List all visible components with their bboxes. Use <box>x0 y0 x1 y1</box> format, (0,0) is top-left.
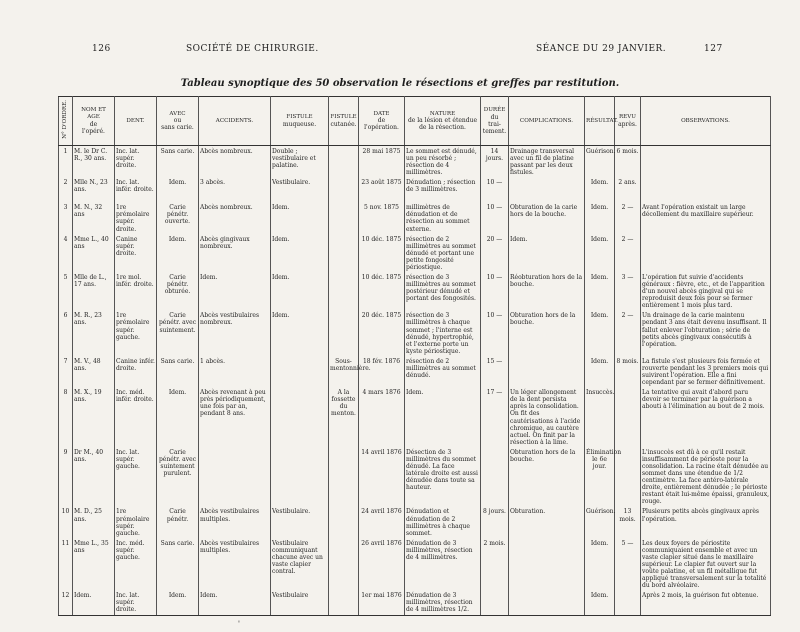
cell-fistule-cutanee <box>329 506 359 537</box>
cell-ordre: 5 <box>59 272 73 310</box>
table-body <box>59 146 771 616</box>
cell-observations: Avant l'opération existait un large décollement du maxillaire supérieur. <box>641 202 771 233</box>
cell-fistule-cutanee: Sous-mentonnière. <box>329 356 359 387</box>
cell-date: 4 mars 1876 <box>359 387 405 447</box>
cell-accidents: Abcès vestibulaires multiples. <box>199 538 271 591</box>
header-resultat: RÉSULTAT. <box>585 97 615 146</box>
cell-fistule-muqueuse <box>271 447 329 507</box>
cell-carie: Sans carie. <box>157 538 199 591</box>
cell-carie: Carie pénétr. obturée. <box>157 272 199 310</box>
session-date: SÉANCE DU 29 JANVIER. <box>536 44 667 54</box>
header-carie: AVEC ou sans carie. <box>157 97 199 146</box>
cell-nature: Idem. <box>405 387 481 447</box>
cell-fistule-cutanee <box>329 310 359 355</box>
cell-fistule-cutanee: A la fossette du menton. <box>329 387 359 447</box>
page-number-left: 126 <box>92 44 111 54</box>
cell-fistule-muqueuse: Idem. <box>271 234 329 272</box>
cell-date: 1er mai 1876 <box>359 590 405 616</box>
table-row <box>59 310 771 355</box>
cell-dent: Inc. lat. supér. gauche. <box>115 447 157 507</box>
table-row <box>59 538 771 591</box>
cell-resultat: Guérison. <box>585 506 615 537</box>
cell-accidents: Abcès vestibulaires nombreux. <box>199 310 271 355</box>
cell-fistule-cutanee <box>329 202 359 233</box>
cell-ordre: 7 <box>59 356 73 387</box>
cell-observations <box>641 146 771 178</box>
table-row <box>59 234 771 272</box>
cell-observations: Les deux foyers de périostite communiquaient ensemble et avec un vaste clapier situé dans le maxillaire supérieur. Le clapier fut ouvert sur la voûte palatine, et un fil métallique fut appliqué transversalement sur la totalité du bord alvéolaire. <box>641 538 771 591</box>
cell-nature: Désection de 3 millimètres du sommet dénudé. La face latérale droite est aussi dénudée dans toute sa hauteur. <box>405 447 481 507</box>
cell-nom: Mme L., 40 ans <box>73 234 115 272</box>
cell-fistule-cutanee <box>329 272 359 310</box>
cell-dent: Inc. lat. supér. droite. <box>115 146 157 178</box>
cell-date: 10 déc. 1875 <box>359 234 405 272</box>
header-revu: REVU après. <box>615 97 641 146</box>
cell-nature: Dénudation et dénudation de 2 millimètres à chaque sommet. <box>405 506 481 537</box>
table-row <box>59 387 771 447</box>
cell-nom: M. V., 48 ans. <box>73 356 115 387</box>
cell-duree: 10 — <box>481 310 509 355</box>
cell-date: 5 nov. 1875 <box>359 202 405 233</box>
cell-revu: 2 — <box>615 310 641 355</box>
cell-fistule-cutanee <box>329 538 359 591</box>
cell-nom: Mlle de L., 17 ans. <box>73 272 115 310</box>
cell-carie: Carie pénétr. ouverte. <box>157 202 199 233</box>
cell-complications: Obturation hors de la bouche. <box>509 310 585 355</box>
cell-complications: Réobturation hors de la bouche. <box>509 272 585 310</box>
cell-ordre: 12 <box>59 590 73 616</box>
cell-ordre: 8 <box>59 387 73 447</box>
cell-fistule-muqueuse <box>271 387 329 447</box>
cell-duree: 20 — <box>481 234 509 272</box>
cell-date: 14 avril 1876 <box>359 447 405 507</box>
cell-complications <box>509 590 585 616</box>
cell-observations: Plusieurs petits abcès gingivaux après l'opération. <box>641 506 771 537</box>
cell-complications <box>509 538 585 591</box>
cell-ordre: 10 <box>59 506 73 537</box>
cell-accidents <box>199 447 271 507</box>
cell-dent: 1re mol. infér. droite. <box>115 272 157 310</box>
cell-carie: Carie pénétr. <box>157 506 199 537</box>
cell-nom: M. D., 25 ans. <box>73 506 115 537</box>
cell-ordre: 3 <box>59 202 73 233</box>
cell-revu: 2 — <box>615 202 641 233</box>
table-row <box>59 356 771 387</box>
cell-date: 23 août 1875 <box>359 177 405 202</box>
cell-resultat: Guérison. <box>585 146 615 178</box>
table-row <box>59 590 771 616</box>
cell-accidents: 1 abcès. <box>199 356 271 387</box>
cell-fistule-muqueuse: Idem. <box>271 272 329 310</box>
cell-resultat: Idem. <box>585 234 615 272</box>
cell-resultat: Idem. <box>585 202 615 233</box>
cell-fistule-muqueuse: Double ; vestibulaire et palatine. <box>271 146 329 178</box>
cell-duree: 8 jours. <box>481 506 509 537</box>
header-observations: OBSERVATIONS. <box>641 97 771 146</box>
cell-resultat: Idem. <box>585 177 615 202</box>
table-row <box>59 447 771 507</box>
cell-resultat: Insuccès. <box>585 387 615 447</box>
cell-carie: Idem. <box>157 387 199 447</box>
cell-dent: Canine supér. droite. <box>115 234 157 272</box>
cell-resultat: Idem. <box>585 310 615 355</box>
header-dent: DENT. <box>115 97 157 146</box>
cell-fistule-cutanee <box>329 177 359 202</box>
cell-fistule-cutanee <box>329 146 359 178</box>
cell-nature: Dénudation ; résection de 3 millimètres. <box>405 177 481 202</box>
cell-revu: 13 mois. <box>615 506 641 537</box>
cell-date: 26 avril 1876 <box>359 538 405 591</box>
cell-complications <box>509 356 585 387</box>
cell-ordre: 1 <box>59 146 73 178</box>
cell-ordre: 11 <box>59 538 73 591</box>
cell-observations: Un drainage de la carie maintenu pendant 3 ans était devenu insuffisant. Il fallut enlever l'obturation ; série de petits abcès gingivaux consécutifs à l'opération. <box>641 310 771 355</box>
cell-accidents: Abcès gingivaux nombreux. <box>199 234 271 272</box>
table-row <box>59 177 771 202</box>
cell-duree: 10 — <box>481 177 509 202</box>
header-nom: NOM ET AGE de l'opéré. <box>73 97 115 146</box>
cell-revu: 2 ans. <box>615 177 641 202</box>
cell-nom: Mme L., 35 ans <box>73 538 115 591</box>
cell-complications: Obturation hors de la bouche. <box>509 447 585 507</box>
cell-dent: Canine infér. droite. <box>115 356 157 387</box>
cell-nom: M. le Dr C. R., 30 ans. <box>73 146 115 178</box>
cell-dent: Inc. lat. infér. droite. <box>115 177 157 202</box>
cell-resultat: Idem. <box>585 272 615 310</box>
cell-dent: Inc. lat. supér. droite. <box>115 590 157 616</box>
cell-nature: résection de 3 millimètres à chaque sommet ; l'interne est dénudé, hypertrophié, et l'externe porte un kyste périostique. <box>405 310 481 355</box>
cell-complications: Drainage transversal avec un fil de platine passant par les deux fistules. <box>509 146 585 178</box>
cell-accidents: Abcès revenant à peu près périodiquement, une fois par an, pendant 8 ans. <box>199 387 271 447</box>
cell-ordre: 6 <box>59 310 73 355</box>
table-row <box>59 506 771 537</box>
cell-dent: 1re prémolaire supér. gauche. <box>115 310 157 355</box>
cell-nom: M. X., 19 ans. <box>73 387 115 447</box>
cell-fistule-cutanee <box>329 447 359 507</box>
cell-ordre: 4 <box>59 234 73 272</box>
cell-duree: 10 — <box>481 202 509 233</box>
cell-carie: Carie pénétr. avec suintement. <box>157 310 199 355</box>
header-complications: COMPLICATIONS. <box>509 97 585 146</box>
society-name: SOCIÉTÉ DE CHIRURGIE. <box>186 44 319 54</box>
cell-fistule-cutanee <box>329 234 359 272</box>
cell-carie: Sans carie. <box>157 146 199 178</box>
cell-dent: 1re prémolaire supér. droite. <box>115 202 157 233</box>
cell-fistule-muqueuse: Idem. <box>271 310 329 355</box>
cell-revu: 3 — <box>615 272 641 310</box>
cell-complications: Obturation. <box>509 506 585 537</box>
cell-fistule-muqueuse: Vestibulaire. <box>271 506 329 537</box>
header-fistule-cutanee: FISTULE cutanée. <box>329 97 359 146</box>
running-head <box>0 44 800 58</box>
cell-resultat: Idem. <box>585 356 615 387</box>
cell-fistule-cutanee <box>329 590 359 616</box>
header-duree: DURÉE du trai- tement. <box>481 97 509 146</box>
cell-complications: Un léger allongement de la dent persista après la consolidation. On fit des cautérisations à l'acide chromique, au cautère actuel. On finit par la résection à la lime. <box>509 387 585 447</box>
cell-observations: La fistule s'est plusieurs fois fermée et rouverte pendant les 3 premiers mois qui suivirent l'opération. Elle a fini cependant par se fermer définitivement. <box>641 356 771 387</box>
cell-date: 28 mai 1875 <box>359 146 405 178</box>
cell-observations <box>641 234 771 272</box>
cell-nom: M. N., 32 ans <box>73 202 115 233</box>
header-date: DATE de l'opération. <box>359 97 405 146</box>
cell-nature: Dénudation de 3 millimètres, résection de 4 millimètres. <box>405 538 481 591</box>
cell-carie: Idem. <box>157 177 199 202</box>
cell-fistule-muqueuse <box>271 356 329 387</box>
cell-observations: L'opération fut suivie d'accidents généraux : fièvre, etc., et de l'apparition d'un nouvel abcès gingival qui se reproduisit deux fois pour se fermer entièrement 1 mois plus tard. <box>641 272 771 310</box>
header-ordre: N° D'ORDRE. <box>59 97 73 146</box>
table-row <box>59 272 771 310</box>
cell-date: 20 déc. 1875 <box>359 310 405 355</box>
cell-complications: Obturation de la carie hors de la bouche. <box>509 202 585 233</box>
cell-nom: Idem. <box>73 590 115 616</box>
table-title: Tableau synoptique des 50 observation le résections et greffes par restitution. <box>180 78 620 89</box>
cell-observations: L'insuccès est dû à ce qu'il restait insuffisamment de périoste pour la consolidation. La racine était dénudée au sommet dans une étendue de 1/2 centimètre. La face antéro-latérale droite, entièrement dénudée ; le périoste restant était lui-même épaissi, granuleux, rouge. <box>642 448 769 506</box>
cell-fistule-muqueuse: Idem. <box>271 202 329 233</box>
header-nature: NATURE de la lésion et étendue de la résection. <box>405 97 481 146</box>
cell-duree <box>481 590 509 616</box>
cell-resultat: Idem. <box>585 538 615 591</box>
cell-dent: Inc. méd. infér. droite. <box>115 387 157 447</box>
cell-duree: 14 jours. <box>481 146 509 178</box>
cell-carie: Carie pénétr. avec suintement purulent. <box>157 447 199 507</box>
cell-observations: La tentative qui avait d'abord paru devoir se terminer par la guérison a abouti à l'élimination au bout de 2 mois. <box>641 387 771 447</box>
cell-nature: Le sommet est dénudé, un peu résorbé ; résection de 4 millimètres. <box>405 146 481 178</box>
footer-mark: ' <box>238 620 240 628</box>
cell-duree <box>481 447 509 507</box>
cell-fistule-muqueuse: Vestibulaire <box>271 590 329 616</box>
cell-nature: Dénudation de 3 millimètres, résection de 4 millimètres 1/2. <box>405 590 481 616</box>
cell-nature: millimètres de dénudation et de résection au sommet externe. <box>405 202 481 233</box>
cell-accidents: Abcès vestibulaires multiples. <box>199 506 271 537</box>
cell-ordre: 9 <box>59 447 73 507</box>
cell-fistule-muqueuse: Vestibulaire communiquant chacune avec un vaste clapier contral. <box>271 538 329 591</box>
cell-duree: 17 — <box>481 387 509 447</box>
cell-revu <box>615 387 641 447</box>
cell-carie: Sans carie. <box>157 356 199 387</box>
cell-fistule-muqueuse: Vestibulaire. <box>271 177 329 202</box>
cell-revu: 6 mois. <box>615 146 641 178</box>
cell-carie: Idem. <box>157 234 199 272</box>
cell-accidents: Idem. <box>199 590 271 616</box>
cell-resultat: Élimination le 6e jour. <box>585 447 615 507</box>
cell-date: 18 fév. 1876 <box>359 356 405 387</box>
cell-nom: Mlle N., 23 ans. <box>73 177 115 202</box>
cell-duree: 15 — <box>481 356 509 387</box>
synoptic-table <box>58 96 771 616</box>
cell-observations: Après 2 mois, la guérison fut obtenue. <box>641 590 771 616</box>
cell-revu: 2 — <box>615 234 641 272</box>
cell-revu <box>615 590 641 616</box>
cell-nature: résection de 2 millimètres au sommet dénudé. <box>405 356 481 387</box>
cell-accidents: Idem. <box>199 272 271 310</box>
cell-accidents: Abcès nombreux. <box>199 146 271 178</box>
cell-date: 24 avril 1876 <box>359 506 405 537</box>
cell-observations <box>641 177 771 202</box>
cell-date: 10 déc. 1875 <box>359 272 405 310</box>
cell-resultat: Idem. <box>585 590 615 616</box>
cell-complications <box>509 177 585 202</box>
cell-dent: 1re prémolaire supér. gauche. <box>115 506 157 537</box>
cell-accidents: 3 abcès. <box>199 177 271 202</box>
cell-revu: 5 — <box>615 538 641 591</box>
cell-nom: M. R., 23 ans. <box>73 310 115 355</box>
cell-nom: Dr M., 40 ans. <box>73 447 115 507</box>
cell-ordre: 2 <box>59 177 73 202</box>
cell-nature: résection de 2 millimètres au sommet dénudé et portant une petite fongosité périostique. <box>405 234 481 272</box>
table-header-row <box>59 97 771 146</box>
page-number-right: 127 <box>704 44 723 54</box>
cell-duree: 2 mois. <box>481 538 509 591</box>
cell-accidents: Abcès nombreux. <box>199 202 271 233</box>
cell-carie: Idem. <box>157 590 199 616</box>
cell-nature: résection de 3 millimètres au sommet postérieur dénudé et portant des fongosités. <box>405 272 481 310</box>
cell-complications: Idem. <box>509 234 585 272</box>
cell-revu: 8 mois. <box>615 356 641 387</box>
header-fistule-muqueuse: FISTULE muqueuse. <box>271 97 329 146</box>
cell-dent: Inc. méd. supér. gauche. <box>115 538 157 591</box>
table-row <box>59 202 771 233</box>
cell-duree: 10 — <box>481 272 509 310</box>
table-row <box>59 146 771 178</box>
header-accidents: ACCIDENTS. <box>199 97 271 146</box>
